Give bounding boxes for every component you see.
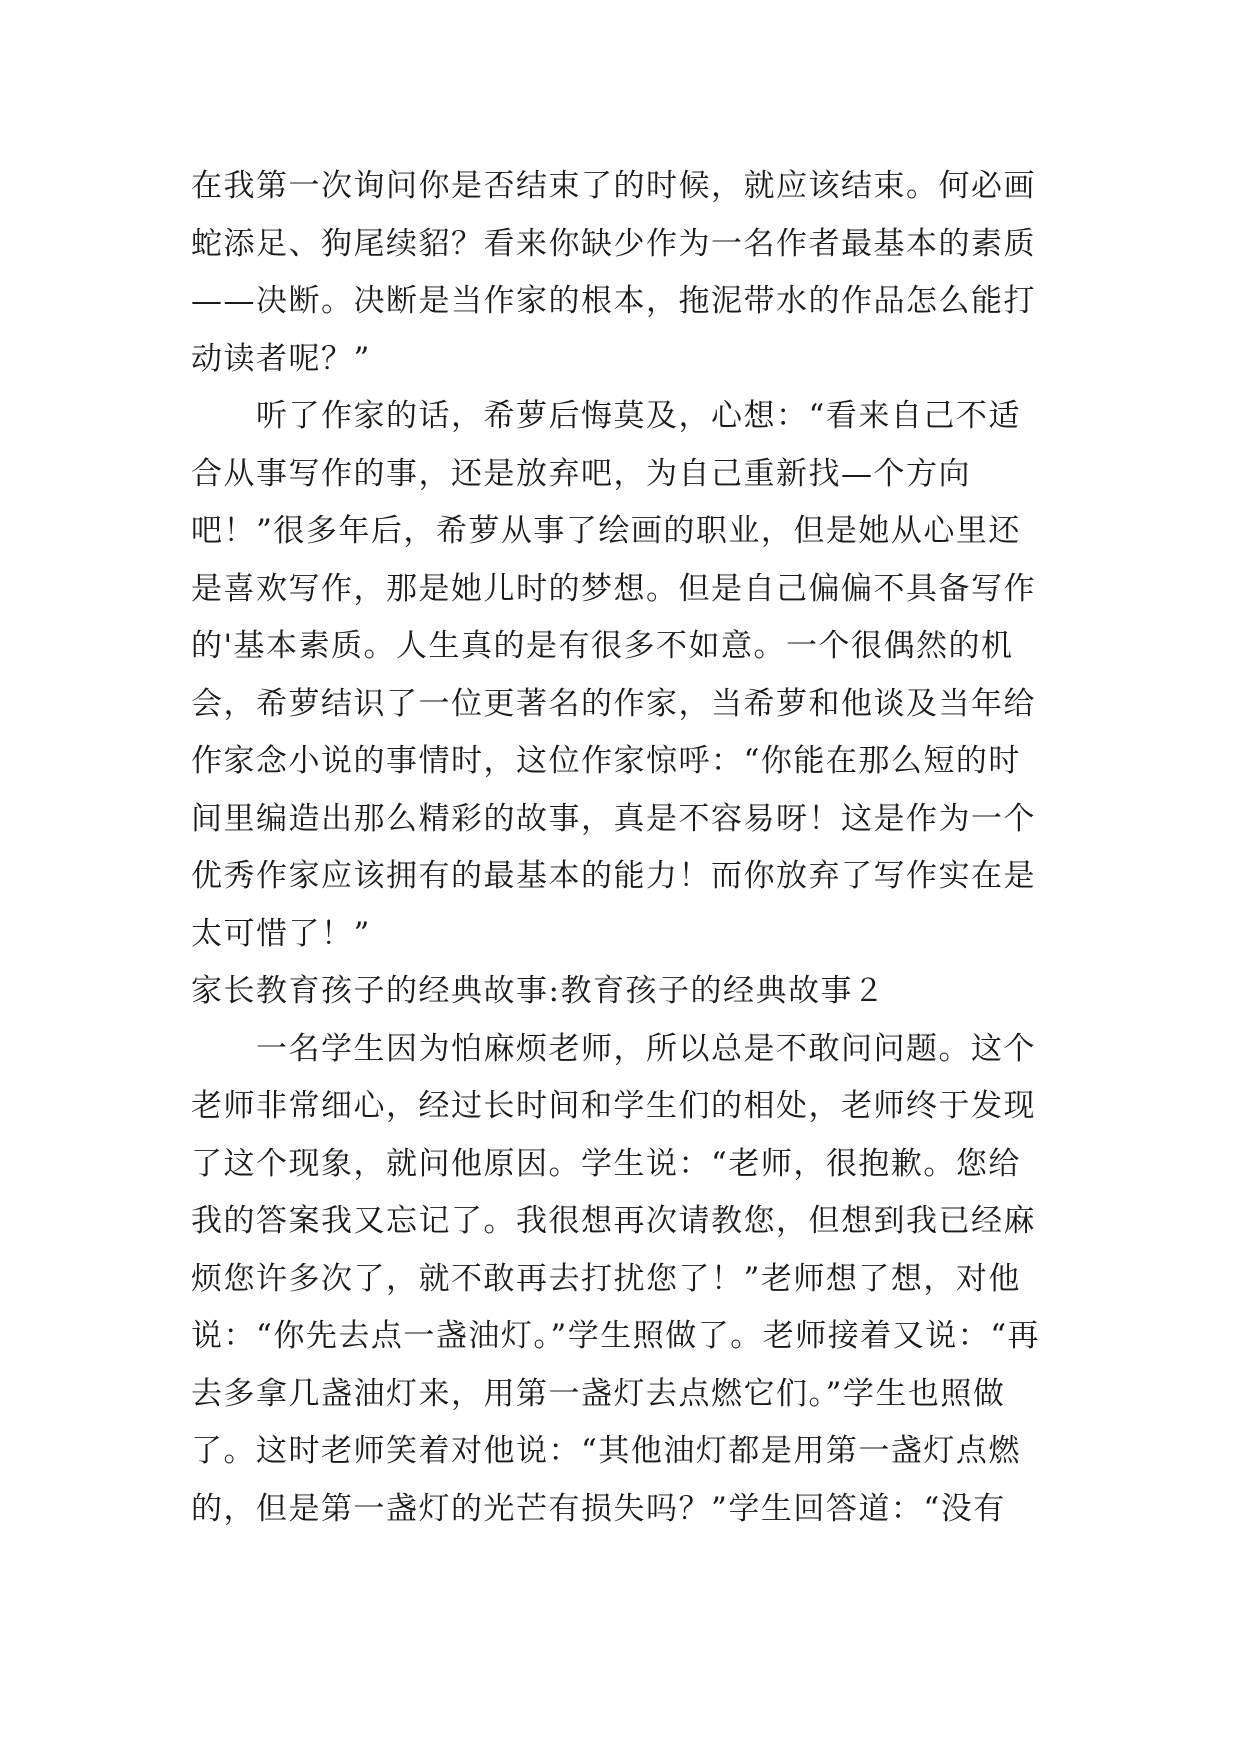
document-body <box>191 158 1053 1538</box>
paragraph-lamp-story: 一名学生因为怕麻烦老师，所以总是不敢问问题。这个老师非常细心，经过长时间和学生们的相处，老师终于发现了这个现象，就问他原因。学生说：“老师，很抱歉。您给我的答案我又忘记了。我很想再次请教您，但想到我已经麻烦您许多次了，就不敢再去打扰您了！”老师想了想，对他说：“你先去点一盏油灯。”学生照做了。老师接着又说：“再去多拿几盏油灯来，用第一盏灯去点燃它们。”学生也照做了。这时老师笑着对他说：“其他油灯都是用第一盏灯点燃的，但是第一盏灯的光芒有损失吗？”学生回答道：“没有 <box>191 1030 1041 1527</box>
paragraph-continuation: 在我第一次询问你是否结束了的时候，就应该结束。何必画蛇添足、狗尾续貂？看来你缺少作为一名作者最基本的素质——决断。决断是当作家的根本，拖泥带水的作品怎么能打动读者呢？” <box>191 168 1036 377</box>
paragraph-story: 听了作家的话，希萝后悔莫及，心想：“看来自己不适合从事写作的事，还是放弃吧，为自己重新找—个方向吧！”很多年后，希萝从事了绘画的职业，但是她从心里还是喜欢写作，那是她儿时的梦想。但是自己偏偏不具备写作的'基本素质。人生真的是有很多不如意。一个很偶然的机会，希萝结识了一位更著名的作家，当希萝和他谈及当年给作家念小说的事情时，这位作家惊呼：“你能在那么短的时间里编造出那么精彩的故事，真是不容易呀！这是作为一个优秀作家应该拥有的最基本的能力！而你放弃了写作实在是太可惜了！” <box>191 398 1036 952</box>
section-heading: 家长教育孩子的经典故事:教育孩子的经典故事２ <box>191 973 886 1009</box>
